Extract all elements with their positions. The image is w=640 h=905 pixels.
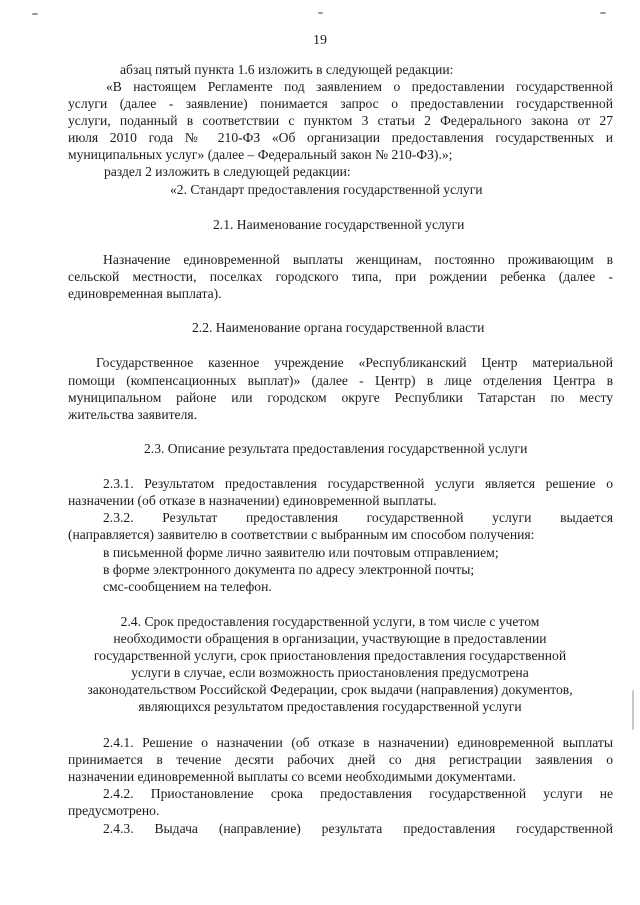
text-line: в письменной форме лично заявителю или почтовым отправлением; bbox=[103, 545, 499, 560]
section-heading: «2. Стандарт предоставления государственной услуги bbox=[170, 182, 483, 197]
text-line: «В настоящем Регламенте под заявлением о предоставлении государственной bbox=[106, 79, 613, 94]
text-line: Назначение единовременной выплаты женщинам, постоянно проживающим в bbox=[103, 252, 613, 267]
text-line: (направляется) заявителю в соответствии с выбранным им способом получения: bbox=[68, 527, 535, 542]
text-line: назначении единовременной выплаты со всеми необходимыми документами. bbox=[68, 769, 516, 784]
text-line: смс-сообщением на телефон. bbox=[103, 579, 272, 594]
section-heading: являющихся результатом предоставления государственной услуги bbox=[138, 699, 522, 714]
scan-edge-mark bbox=[632, 690, 634, 730]
section-heading: 2.3. Описание результата предоставления государственной услуги bbox=[144, 441, 528, 456]
text-line: жительства заявителя. bbox=[68, 407, 198, 422]
section-heading: 2.4. Срок предоставления государственной услуги, в том числе с учетом bbox=[120, 614, 540, 629]
text-line: июля 2010 года № 210-ФЗ «Об организации предоставления государственных и bbox=[68, 130, 613, 145]
text-line: 2.4.3. Выдача (направление) результата предоставления государственной bbox=[103, 821, 613, 836]
text-line: 2.3.1. Результатом предоставления государственной услуги является решение о bbox=[103, 476, 613, 491]
text-line: 2.3.2. Результат предоставления государственной услуги выдается bbox=[103, 510, 613, 525]
text-line: Государственное казенное учреждение «Республиканский Центр материальной bbox=[96, 355, 613, 370]
text-line: предусмотрено. bbox=[68, 803, 160, 818]
scan-speck bbox=[600, 12, 606, 14]
section-heading: законодательством Российской Федерации, срок выдачи (направления) документов, bbox=[87, 682, 573, 697]
text-line: муниципальных услуг» (далее – Федеральный закон № 210-ФЗ).»; bbox=[68, 147, 453, 162]
text-line: раздел 2 изложить в следующей редакции: bbox=[104, 164, 351, 179]
section-heading: услуги в случае, если возможность приостановления предусмотрена bbox=[131, 665, 529, 680]
text-line: 2.4.2. Приостановление срока предоставления государственной услуги не bbox=[103, 786, 613, 801]
text-line: в форме электронного документа по адресу электронной почты; bbox=[103, 562, 475, 577]
section-heading: 2.1. Наименование государственной услуги bbox=[213, 217, 465, 232]
text-line: принимается в течение десяти рабочих дней со дня регистрации заявления о bbox=[68, 752, 613, 767]
section-heading: 2.2. Наименование органа государственной власти bbox=[192, 320, 485, 335]
section-heading: государственной услуги, срок приостановления предоставления государственной bbox=[93, 648, 567, 663]
scan-speck bbox=[32, 13, 38, 15]
text-line: услуги (далее - заявление) понимается запрос о предоставлении государственной bbox=[68, 96, 613, 111]
page-number: 19 bbox=[313, 33, 327, 48]
section-heading: необходимости обращения в организации, участвующие в предоставлении bbox=[113, 631, 547, 646]
text-line: единовременная выплата). bbox=[68, 286, 222, 301]
text-line: муниципальном районе или городском округе Республики Татарстан по месту bbox=[68, 390, 613, 405]
text-line: 2.4.1. Решение о назначении (об отказе в назначении) единовременной выплаты bbox=[103, 735, 613, 750]
text-line: услуги, поданный в соответствии с пунктом 3 статьи 2 Федерального закона от 27 bbox=[68, 113, 613, 128]
text-line: помощи (компенсационных выплат)» (далее - Центр) в лице отделения Центра в bbox=[68, 373, 613, 388]
text-line: назначении (об отказе в назначении) единовременной выплаты. bbox=[68, 493, 437, 508]
text-line: абзац пятый пункта 1.6 изложить в следующей редакции: bbox=[120, 62, 454, 77]
text-line: сельской местности, поселках городского типа, при рождении ребенка (далее - bbox=[68, 269, 613, 284]
scan-speck bbox=[318, 12, 323, 14]
